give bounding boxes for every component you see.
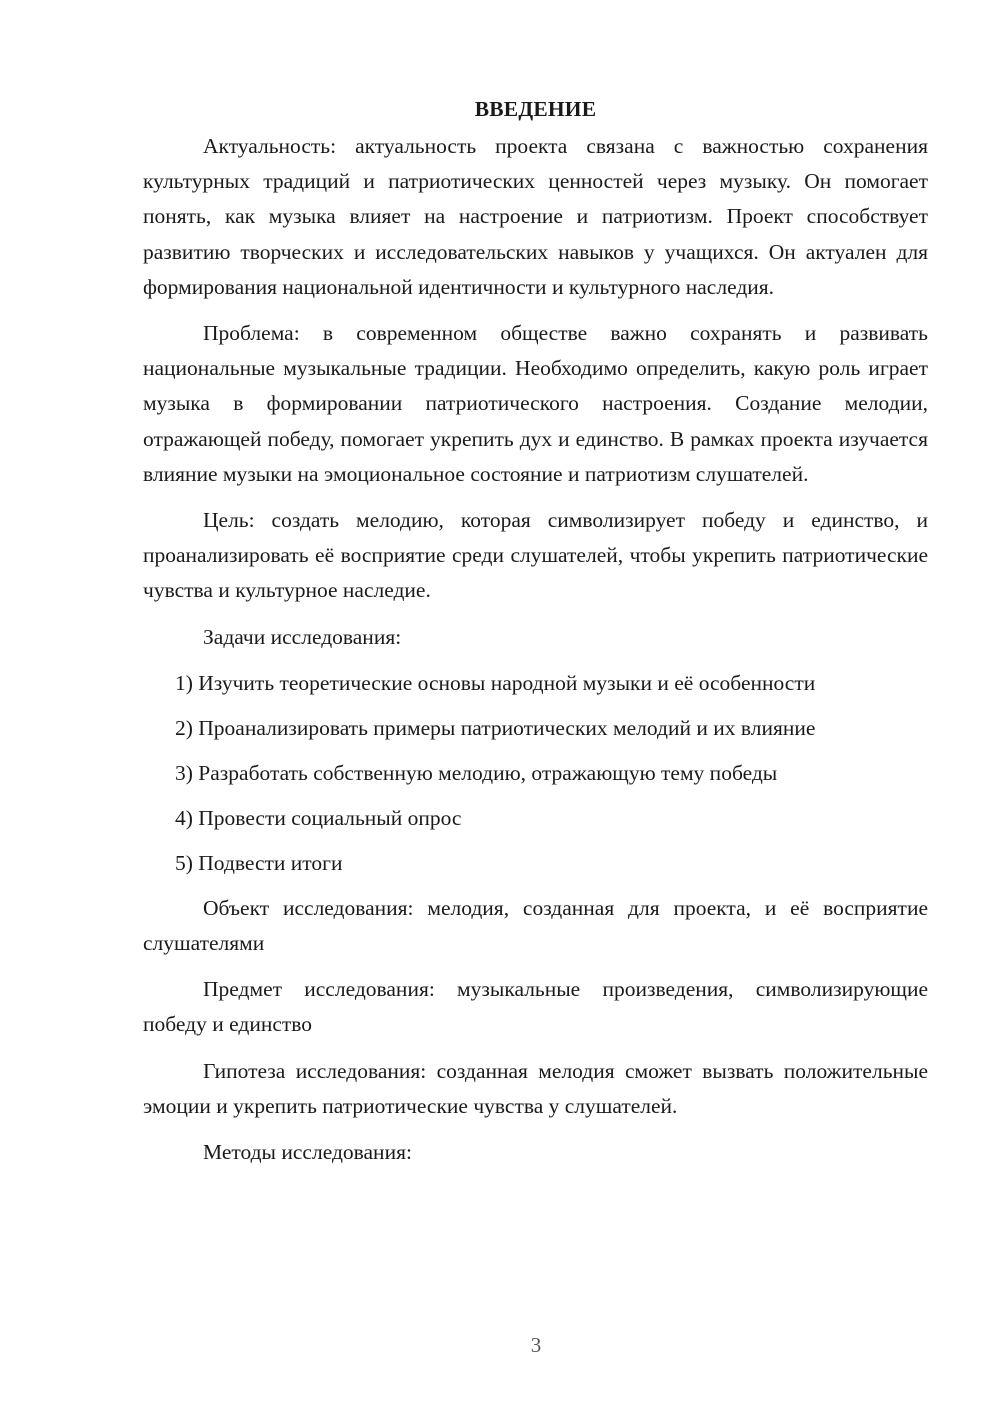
subject-paragraph: Предмет исследования: музыкальные произведения, символизирующие победу и единство bbox=[143, 977, 928, 1037]
list-item: 2) Проанализировать примеры патриотических мелодий и их влияние bbox=[175, 715, 816, 740]
page-number: 3 bbox=[530, 1333, 542, 1357]
tasks-list bbox=[143, 666, 928, 881]
document-page bbox=[143, 92, 928, 1170]
goal-paragraph: Цель: создать мелодию, которая символизирует победу и единство, и проанализировать её восприятие среди слушателей, чтобы укрепить патриотические чувства и культурное наследие. bbox=[143, 508, 928, 603]
list-item: 5) Подвести итоги bbox=[175, 850, 343, 875]
list-item: 1) Изучить теоретические основы народной музыки и её особенности bbox=[175, 670, 816, 695]
object-paragraph: Объект исследования: мелодия, созданная для проекта, и её восприятие слушателями bbox=[143, 895, 928, 956]
list-item: 4) Провести социальный опрос bbox=[175, 805, 462, 830]
list-item: 3) Разработать собственную мелодию, отражающую тему победы bbox=[175, 760, 778, 785]
methods-heading: Методы исследования: bbox=[203, 1140, 412, 1165]
relevance-paragraph: Актуальность: актуальность проекта связана с важностью сохранения культурных традиций и патриотических ценностей через музыку. Он помогает понять, как музыка влияет на настроение и патриотизм. Проект способствует развитию творческих и исследовательских навыков у учащихся. Он актуален для формирования национальной идентичности и культурного наследия. bbox=[143, 134, 928, 299]
problem-paragraph: Проблема: в современном обществе важно сохранять и развивать национальные музыкальные традиции. Необходимо определить, какую роль играет музыка в формировании патриотического настроения. Создание мелодии, отражающей победу, помогает укрепить дух и единство. В рамках проекта изучается влияние музыки на эмоциональное состояние и патриотизм слушателей. bbox=[143, 321, 928, 486]
hypothesis-paragraph: Гипотеза исследования: созданная мелодия сможет вызвать положительные эмоции и укрепить патриотические чувства у слушателей. bbox=[143, 1058, 928, 1118]
tasks-heading: Задачи исследования: bbox=[203, 624, 402, 649]
page-title: ВВЕДЕНИЕ bbox=[474, 97, 597, 121]
